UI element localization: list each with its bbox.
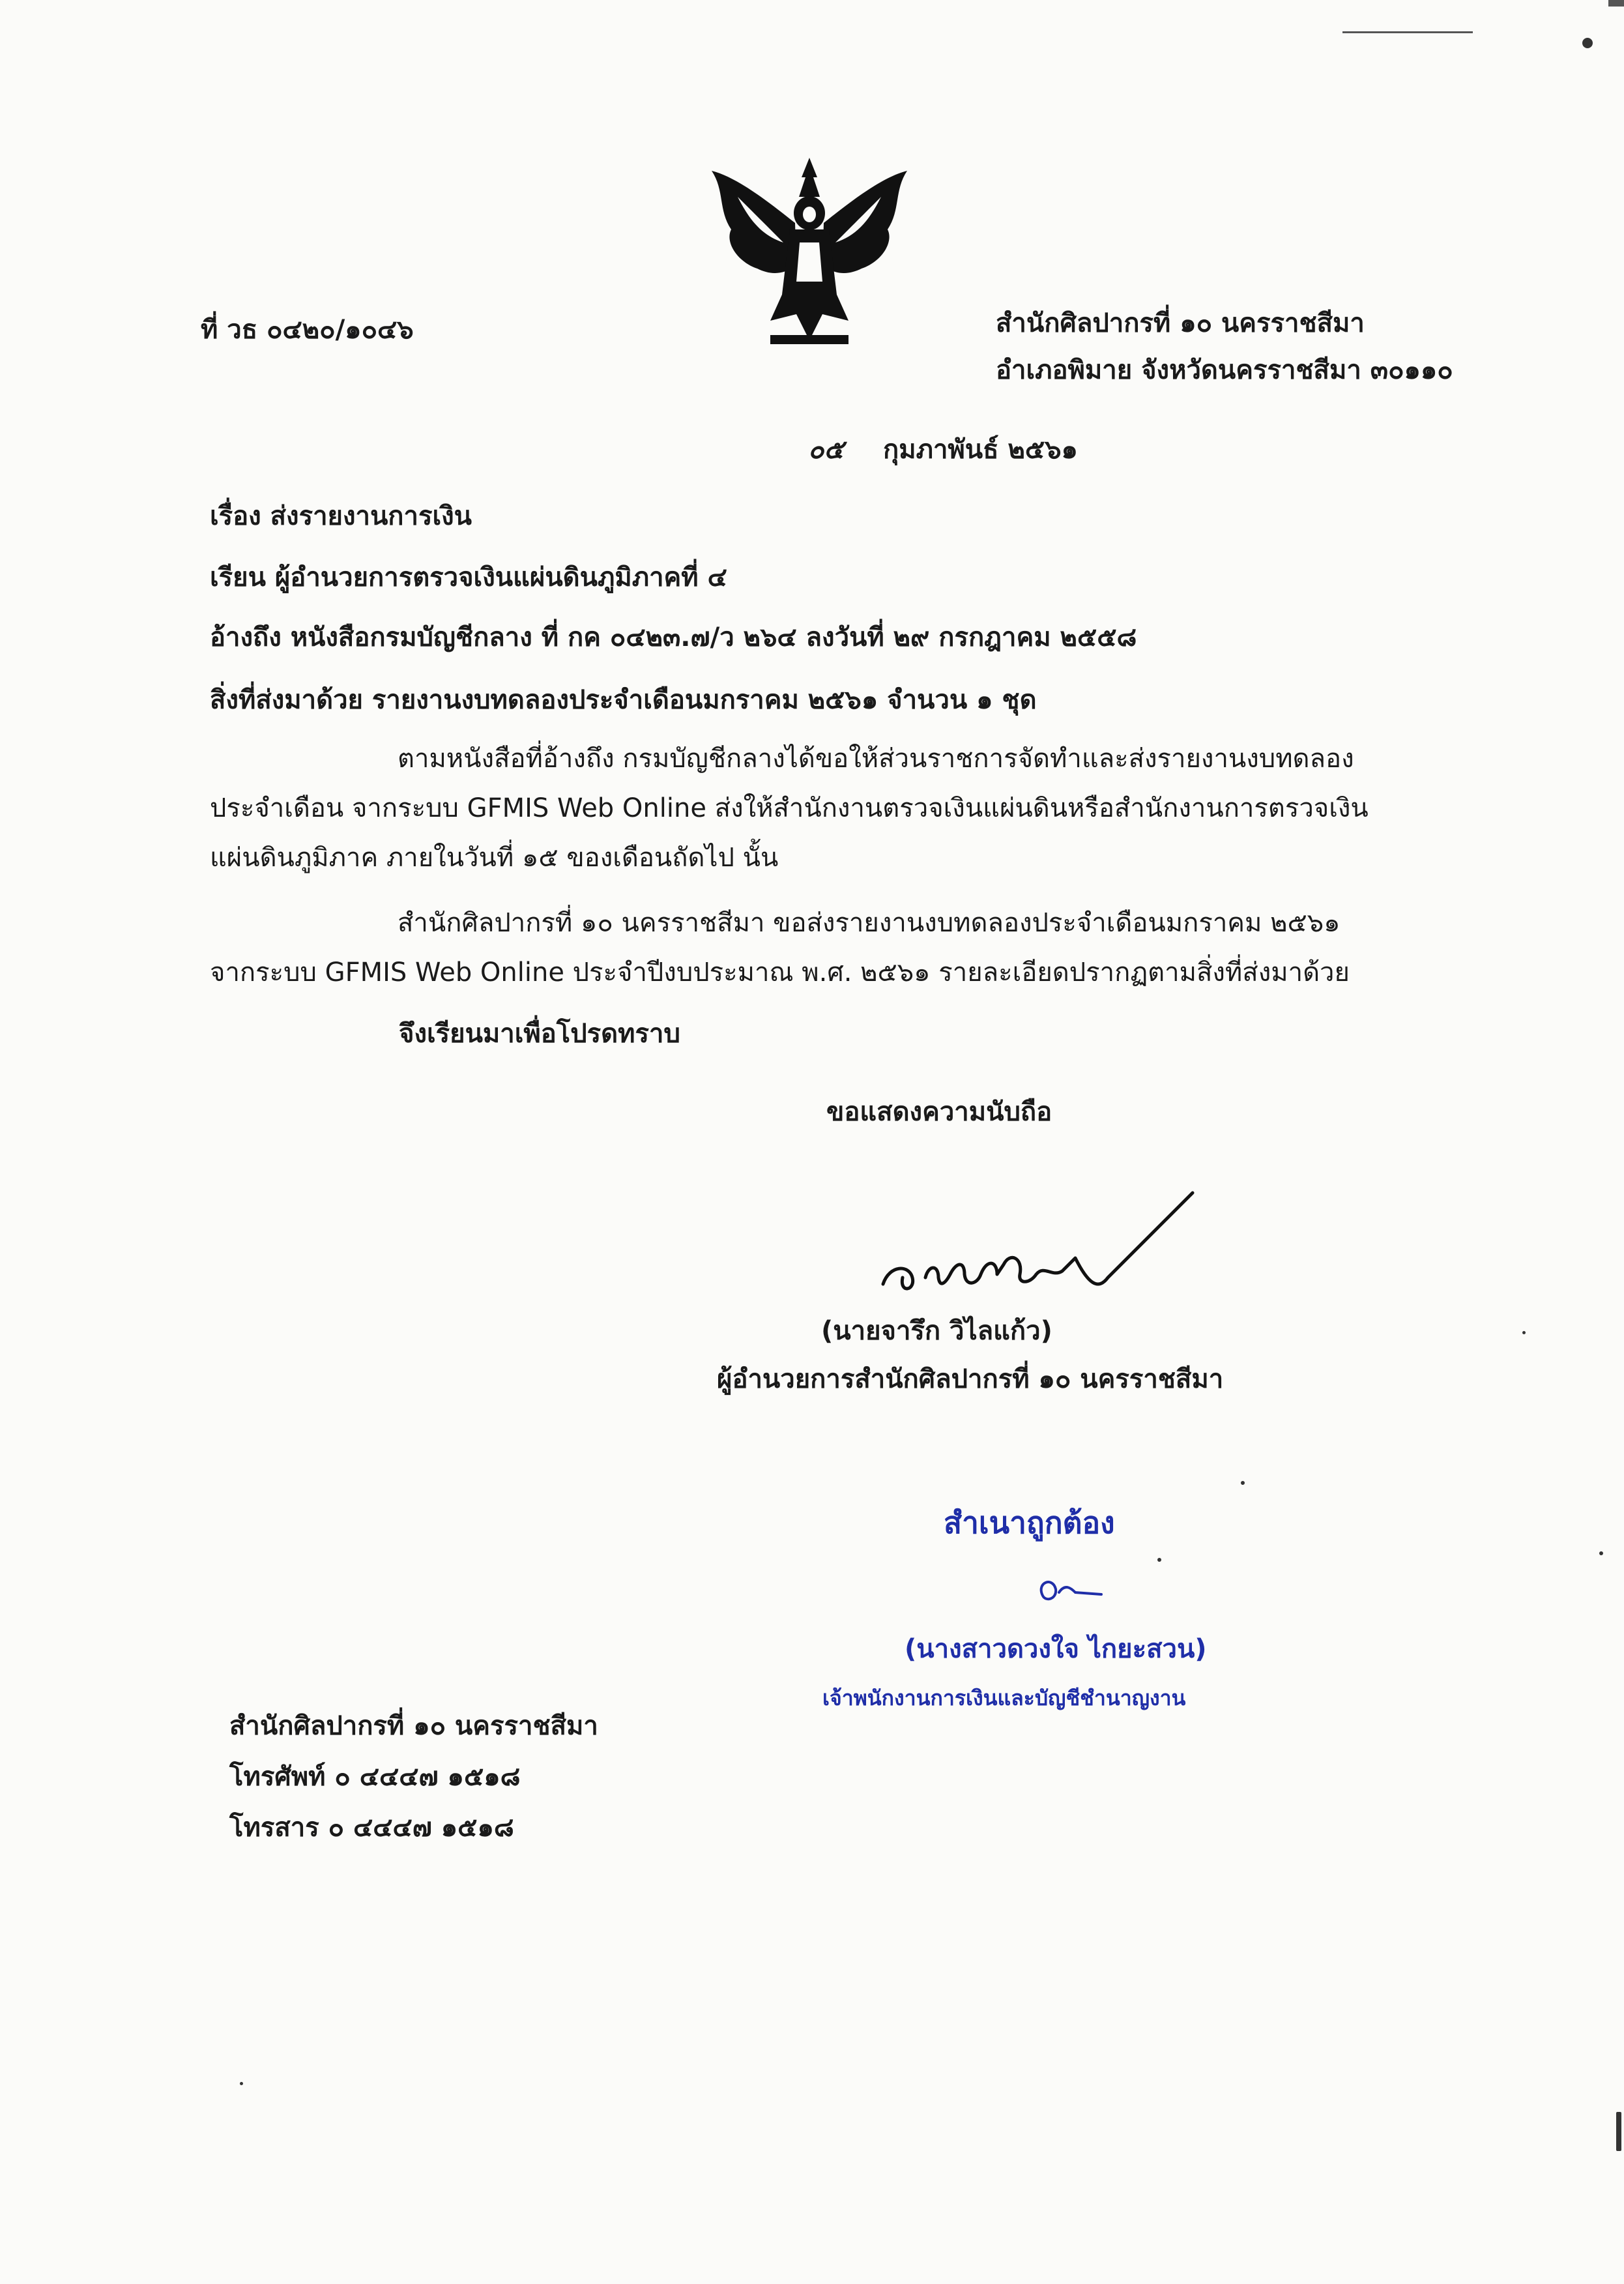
reference-line: อ้างถึง หนังสือกรมบัญชีกลาง ที่ กค ๐๔๒๓.๗/ว ๒๖๔ ลงวันที่ ๒๙ กรกฎาคม ๒๕๕๘ bbox=[210, 622, 1137, 652]
scan-speck bbox=[240, 2082, 243, 2085]
scan-speck bbox=[1599, 1551, 1603, 1555]
scan-mark bbox=[1608, 0, 1624, 7]
scan-mark bbox=[1342, 31, 1473, 33]
signatory-name: (นายจารึก วิไลแก้ว) bbox=[821, 1316, 1052, 1346]
enclosure-line: สิ่งที่ส่งมาด้วย รายงานงบทดลองประจำเดือนมกราคม ๒๕๖๑ จำนวน ๑ ชุด bbox=[210, 685, 1037, 715]
paragraph-line: ประจำเดือน จากระบบ GFMIS Web Online ส่งให้สำนักงานตรวจเงินแผ่นดินหรือสำนักงานการตรวจเงิน bbox=[210, 793, 1369, 823]
date-day: ๐๕ bbox=[808, 435, 844, 465]
scan-speck bbox=[1241, 1481, 1245, 1485]
subject-line: เรื่อง ส่งรายงานการเงิน bbox=[210, 501, 472, 531]
recipient-line: เรียน ผู้อำนวยการตรวจเงินแผ่นดินภูมิภาคที่ ๔ bbox=[210, 563, 727, 593]
reference-number: ที่ วธ ๐๔๒๐/๑๐๔๖ bbox=[201, 315, 414, 345]
body-paragraph-2 bbox=[210, 898, 1409, 997]
scan-speck bbox=[1522, 1331, 1526, 1334]
garuda-emblem bbox=[699, 151, 920, 353]
certifier-initials bbox=[1030, 1570, 1108, 1615]
footer-office: สำนักศิลปากรที่ ๑๐ นครราชสีมา bbox=[229, 1711, 598, 1741]
paragraph-line: จากระบบ GFMIS Web Online ประจำปีงบประมาณ พ.ศ. ๒๕๖๑ รายละเอียดปรากฏตามสิ่งที่ส่งมาด้วย bbox=[210, 958, 1350, 988]
certified-copy-stamp: สำเนาถูกต้อง bbox=[944, 1505, 1115, 1540]
scan-speck bbox=[1157, 1558, 1161, 1562]
certifier-title: เจ้าพนักงานการเงินและบัญชีชำนาญงาน bbox=[822, 1686, 1186, 1710]
scan-speck bbox=[1616, 2112, 1621, 2151]
footer-phone: โทรศัพท์ ๐ ๔๔๔๗ ๑๕๑๘ bbox=[229, 1762, 521, 1792]
date-month-year: กุมภาพันธ์ ๒๕๖๑ bbox=[883, 435, 1078, 465]
body-paragraph-1 bbox=[210, 734, 1409, 883]
paragraph-line: แผ่นดินภูมิภาค ภายในวันที่ ๑๕ ของเดือนถัดไป นั้น bbox=[210, 843, 779, 873]
footer-fax: โทรสาร ๐ ๔๔๔๗ ๑๕๑๘ bbox=[229, 1813, 514, 1843]
sender-office: สำนักศิลปากรที่ ๑๐ นครราชสีมา bbox=[996, 308, 1365, 338]
closing-phrase: ขอแสดงความนับถือ bbox=[826, 1097, 1052, 1127]
signature bbox=[873, 1180, 1199, 1310]
signatory-title: ผู้อำนวยการสำนักศิลปากรที่ ๑๐ นครราชสีมา bbox=[717, 1364, 1224, 1394]
paragraph-line: ตามหนังสือที่อ้างถึง กรมบัญชีกลางได้ขอให้ส่วนราชการจัดทำและส่งรายงานงบทดลอง bbox=[398, 744, 1354, 774]
paragraph-line: สำนักศิลปากรที่ ๑๐ นครราชสีมา ขอส่งรายงานงบทดลองประจำเดือนมกราคม ๒๕๖๑ bbox=[398, 908, 1341, 938]
closing-request: จึงเรียนมาเพื่อโปรดทราบ bbox=[399, 1019, 680, 1049]
certifier-name: (นางสาวดวงใจ ไกยะสวน) bbox=[905, 1634, 1207, 1664]
sender-address: อำเภอพิมาย จังหวัดนครราชสีมา ๓๐๑๑๐ bbox=[996, 355, 1453, 385]
scan-speck bbox=[1582, 38, 1593, 48]
